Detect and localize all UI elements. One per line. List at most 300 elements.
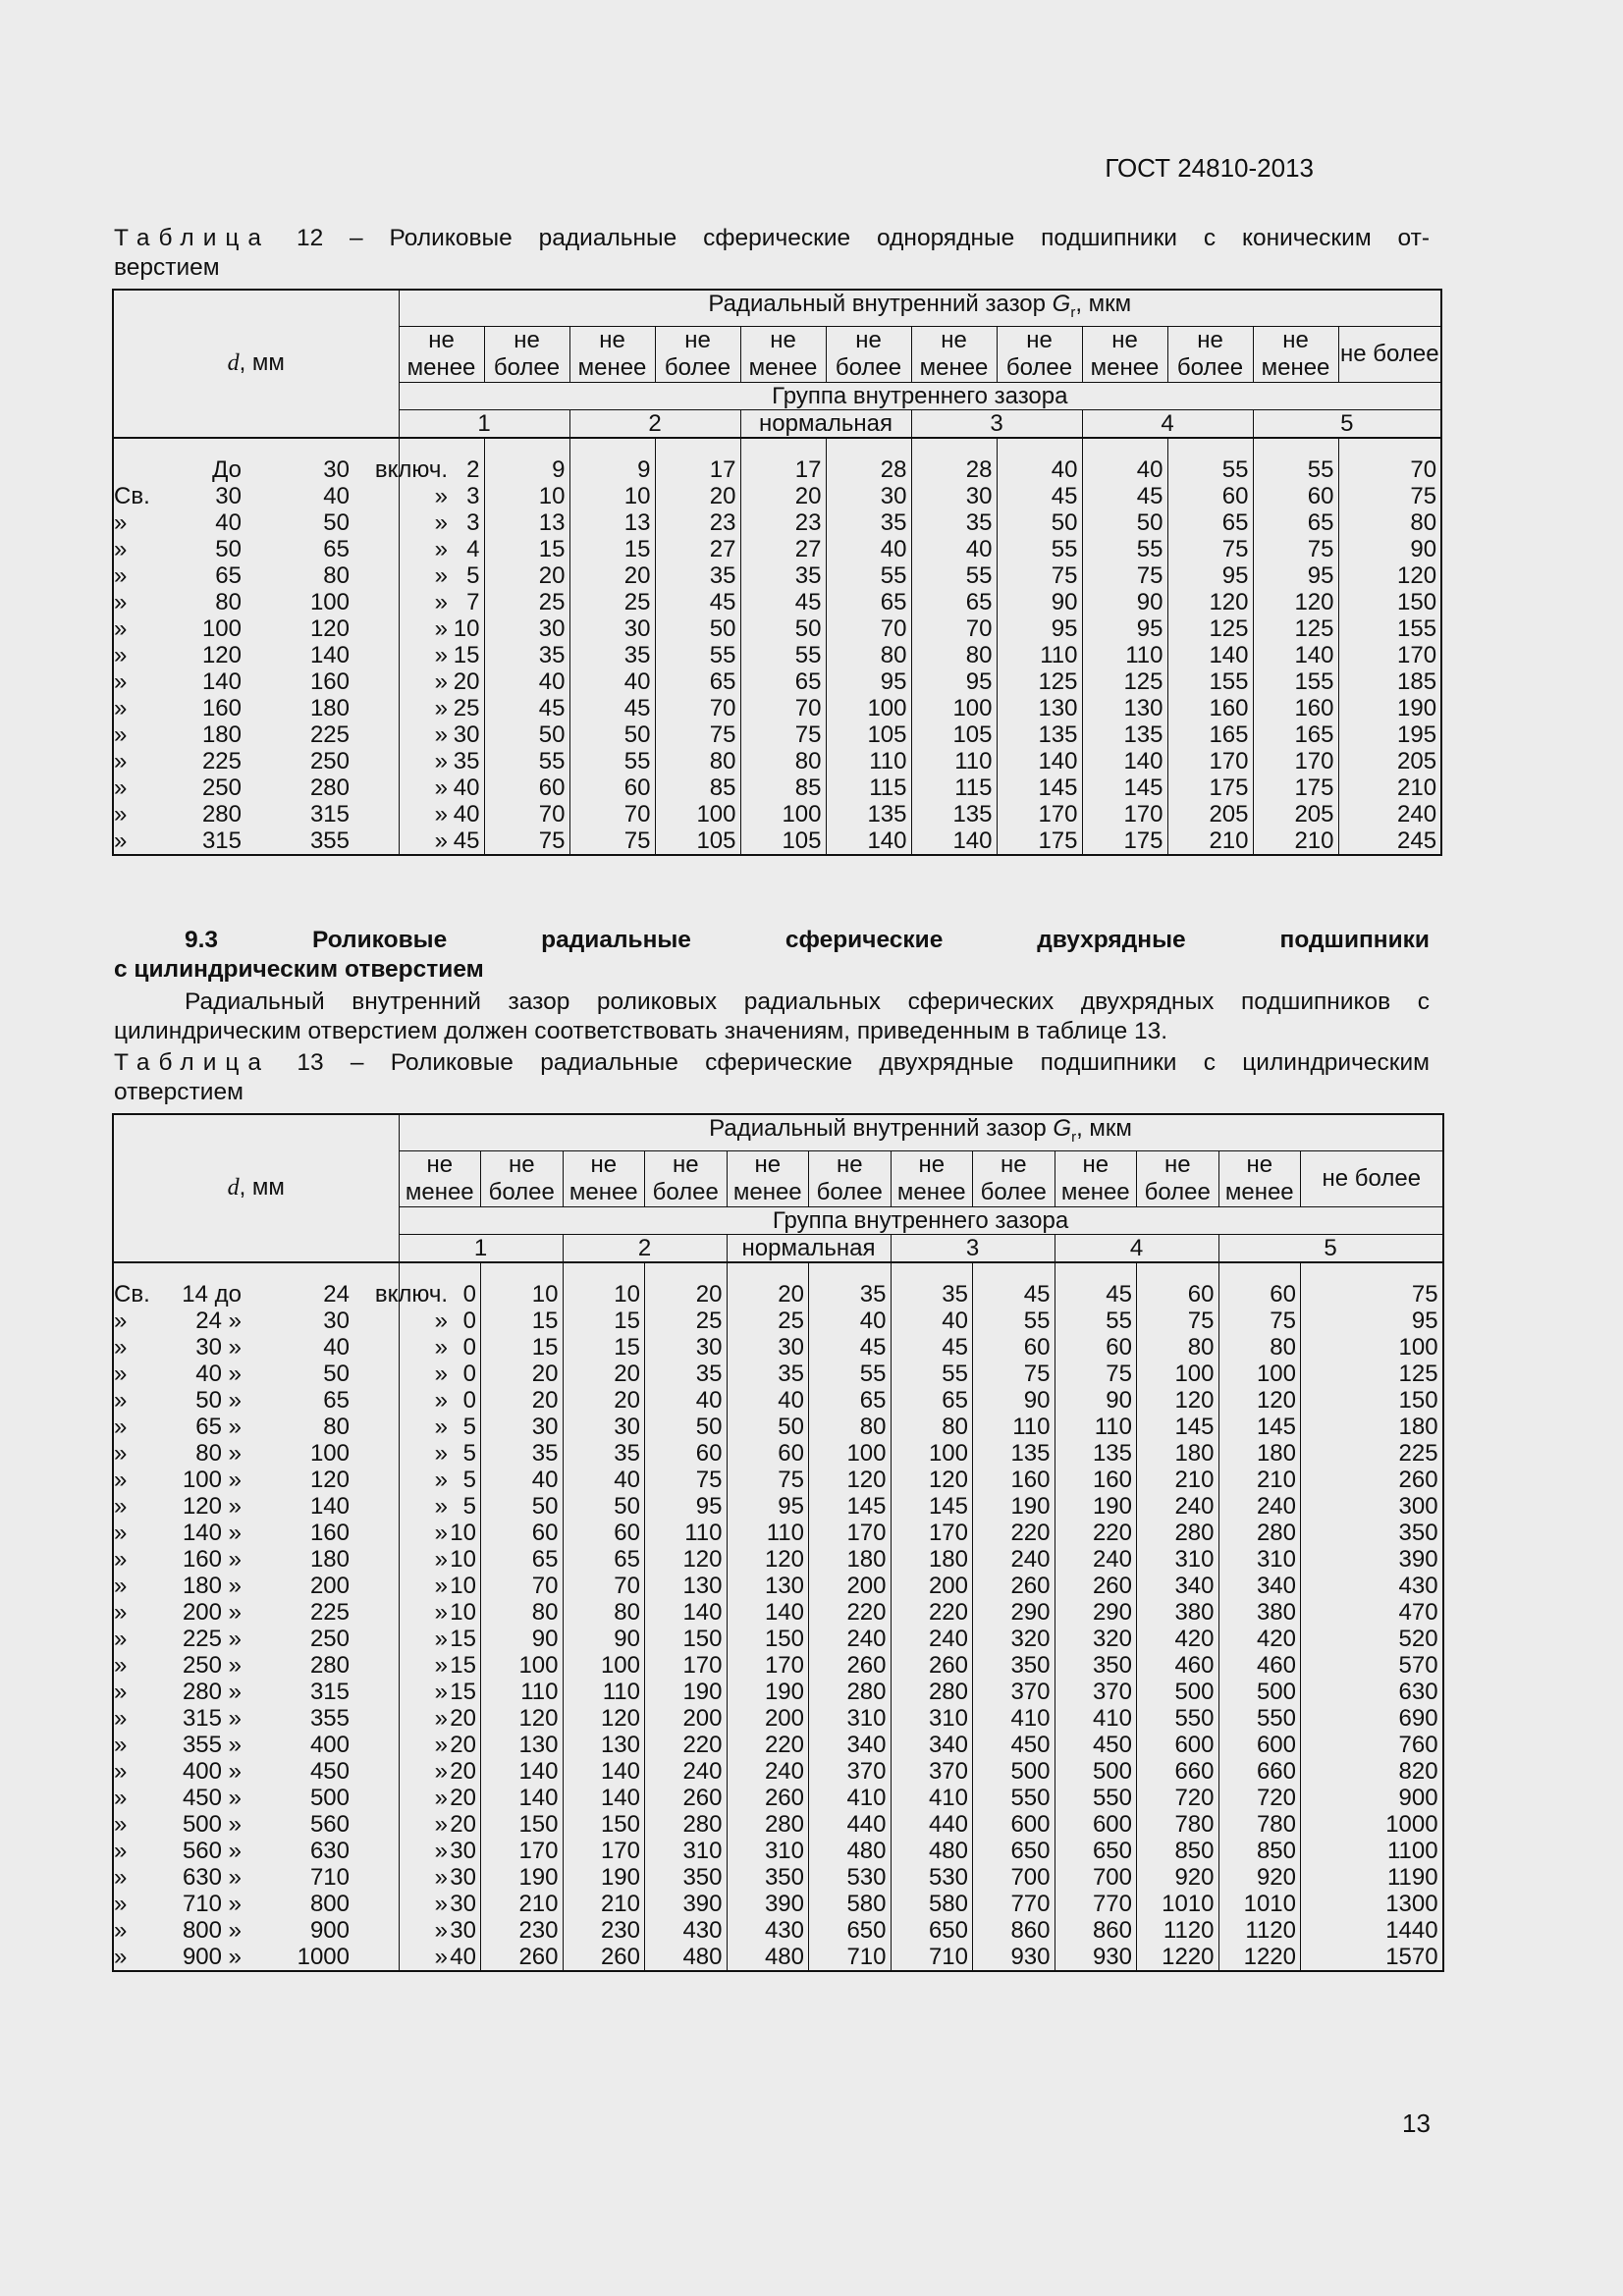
gap-value: 220 <box>809 1599 892 1626</box>
gap-value: 65 <box>1253 509 1338 536</box>
size-pre: » <box>114 1386 128 1414</box>
gap-value: 20 <box>727 1281 809 1308</box>
gap-value: 60 <box>1218 1281 1301 1308</box>
size-pre: » <box>114 1757 128 1785</box>
gap-value: 180 <box>1218 1440 1301 1467</box>
gap-value: 35 <box>655 562 740 589</box>
d-symbol: d <box>227 1175 240 1201</box>
gap-value: 75 <box>645 1467 728 1493</box>
size-to: 800 <box>309 1890 350 1917</box>
gap-value: 95 <box>911 668 997 695</box>
gap-value: 15 <box>484 536 569 562</box>
gap-value: 20 <box>481 1361 564 1387</box>
gap-value: 40 <box>727 1387 809 1414</box>
size-range-cell <box>113 1810 448 1838</box>
gap-value: 245 <box>1338 828 1441 855</box>
gap-value: 410 <box>973 1705 1055 1732</box>
gap-value: 1300 <box>1301 1891 1443 1917</box>
table-row <box>113 801 1441 828</box>
size-from: 100 » <box>182 1466 242 1493</box>
gap-value: 770 <box>1055 1891 1137 1917</box>
gap-value: 45 <box>973 1281 1055 1308</box>
gap-value: 17 <box>740 456 826 483</box>
size-suf: » <box>434 1731 448 1758</box>
gap-value: 40 <box>484 668 569 695</box>
size-suf: » <box>434 1519 448 1546</box>
gap-value: 45 <box>809 1334 892 1361</box>
gap-value: 100 <box>891 1440 973 1467</box>
size-to: 65 <box>323 535 350 562</box>
gap-value: 15 <box>399 1626 481 1652</box>
gap-value: 5 <box>399 1493 481 1520</box>
limit-label: не более <box>973 1150 1055 1206</box>
gap-value: 280 <box>1137 1520 1219 1546</box>
caption-line2: отверстием <box>114 1079 243 1105</box>
gap-value: 60 <box>563 1520 645 1546</box>
gap-value: 350 <box>645 1864 728 1891</box>
gap-value: 520 <box>1301 1626 1443 1652</box>
gap-value: 30 <box>399 1917 481 1944</box>
gap-value: 165 <box>1167 721 1253 748</box>
size-pre: » <box>114 1651 128 1679</box>
table-row <box>113 1891 1443 1917</box>
gap-value: 430 <box>727 1917 809 1944</box>
gap-value: 110 <box>826 748 911 774</box>
size-range-cell <box>113 827 448 855</box>
gap-value: 500 <box>1137 1679 1219 1705</box>
size-range-cell <box>113 588 448 615</box>
gap-value: 170 <box>997 801 1082 828</box>
gap-value: 65 <box>1167 509 1253 536</box>
size-to: 180 <box>309 1545 350 1573</box>
gap-value: 500 <box>973 1758 1055 1785</box>
gap-value: 205 <box>1338 748 1441 774</box>
gap-value: 220 <box>973 1520 1055 1546</box>
gap-value: 220 <box>727 1732 809 1758</box>
gap-value: 20 <box>481 1387 564 1414</box>
gap-value: 40 <box>1082 456 1167 483</box>
gap-value: 135 <box>997 721 1082 748</box>
gap-value: 210 <box>1218 1467 1301 1493</box>
gap-value: 5 <box>399 1414 481 1440</box>
table-row <box>113 1652 1443 1679</box>
size-range-cell <box>113 1545 448 1573</box>
size-pre: » <box>114 1943 128 1970</box>
gap-value: 95 <box>1082 615 1167 642</box>
gap-value: 10 <box>399 1546 481 1573</box>
heading-word: сферические <box>784 927 944 953</box>
size-suf: » <box>434 774 448 801</box>
size-pre: » <box>114 1545 128 1573</box>
gap-value: 30 <box>563 1414 645 1440</box>
size-to: 450 <box>309 1757 350 1785</box>
gap-value: 930 <box>1055 1944 1137 1971</box>
gap-value: 15 <box>481 1334 564 1361</box>
size-pre: » <box>114 561 128 589</box>
size-from: 630 » <box>182 1863 242 1891</box>
table-row <box>113 615 1441 642</box>
limit-label: не более <box>1338 326 1441 382</box>
size-pre: » <box>114 1916 128 1944</box>
gap-value: 170 <box>563 1838 645 1864</box>
gap-value: 140 <box>1253 642 1338 668</box>
size-to: 65 <box>323 1386 350 1414</box>
gap-value: 15 <box>481 1308 564 1334</box>
gap-value: 10 <box>399 615 484 642</box>
gap-value: 50 <box>727 1414 809 1440</box>
gap-value: 155 <box>1167 668 1253 695</box>
table-row <box>113 1467 1443 1493</box>
gap-value: 920 <box>1218 1864 1301 1891</box>
gap-value: 20 <box>399 1758 481 1785</box>
gap-value: 110 <box>973 1414 1055 1440</box>
size-range-cell <box>113 1625 448 1652</box>
size-range-cell <box>113 1890 448 1917</box>
gap-value: 410 <box>809 1785 892 1811</box>
size-pre: » <box>114 1810 128 1838</box>
gap-value: 920 <box>1137 1864 1219 1891</box>
separator-row <box>113 438 1441 456</box>
gap-value: 35 <box>740 562 826 589</box>
gap-value: 350 <box>1055 1652 1137 1679</box>
table-row <box>113 536 1441 562</box>
gap-value: 1010 <box>1137 1891 1219 1917</box>
gap-value: 70 <box>740 695 826 721</box>
gap-value: 420 <box>1218 1626 1301 1652</box>
gap-value: 320 <box>973 1626 1055 1652</box>
size-from: 40 <box>215 508 242 536</box>
size-pre: » <box>114 1333 128 1361</box>
gap-value: 135 <box>911 801 997 828</box>
gap-value: 660 <box>1218 1758 1301 1785</box>
gap-value: 40 <box>809 1308 892 1334</box>
table-13 <box>112 1113 1444 1972</box>
gap-value: 310 <box>645 1838 728 1864</box>
table-row <box>113 828 1441 855</box>
size-pre: » <box>114 1625 128 1652</box>
gap-value: 50 <box>569 721 655 748</box>
limit-label: не менее <box>569 326 655 382</box>
gap-value: 75 <box>1301 1281 1443 1308</box>
size-to: 50 <box>323 508 350 536</box>
gap-value: 90 <box>973 1387 1055 1414</box>
table-row <box>113 1732 1443 1758</box>
table-row <box>113 483 1441 509</box>
radial-gap-header: Радиальный внутренний зазор $G_r$, мкм <box>399 1114 1443 1150</box>
gap-value: 30 <box>826 483 911 509</box>
gap-value: 100 <box>826 695 911 721</box>
gap-value: 220 <box>1055 1520 1137 1546</box>
table-row <box>113 1864 1443 1891</box>
gap-value: 45 <box>891 1334 973 1361</box>
gap-value: 700 <box>973 1864 1055 1891</box>
size-suf: » <box>434 1704 448 1732</box>
gap-value: 140 <box>481 1758 564 1785</box>
gap-value: 95 <box>997 615 1082 642</box>
size-to: 400 <box>309 1731 350 1758</box>
size-suf: » <box>434 1784 448 1811</box>
gap-value: 170 <box>1167 748 1253 774</box>
gap-value: 140 <box>563 1758 645 1785</box>
gap-value: 165 <box>1253 721 1338 748</box>
gap-value: 120 <box>481 1705 564 1732</box>
gap-value: 195 <box>1338 721 1441 748</box>
gap-value: 10 <box>399 1520 481 1546</box>
limit-label: не более <box>645 1150 728 1206</box>
gap-value: 300 <box>1301 1493 1443 1520</box>
gap-value: 630 <box>1301 1679 1443 1705</box>
gap-value: 180 <box>891 1546 973 1573</box>
gap-value: 70 <box>569 801 655 828</box>
gap-value: 95 <box>645 1493 728 1520</box>
gap-value: 65 <box>740 668 826 695</box>
gap-value: 100 <box>809 1440 892 1467</box>
size-to: 40 <box>323 1333 350 1361</box>
size-suf: » <box>434 1678 448 1705</box>
gap-value: 4 <box>399 536 484 562</box>
gap-value: 80 <box>1338 509 1441 536</box>
gap-value: 660 <box>1137 1758 1219 1785</box>
gap-value: 125 <box>997 668 1082 695</box>
gap-value: 340 <box>1137 1573 1219 1599</box>
group-label: нормальная <box>727 1234 891 1262</box>
gap-value: 205 <box>1167 801 1253 828</box>
gap-value: 75 <box>1137 1308 1219 1334</box>
size-range-cell <box>113 1572 448 1599</box>
gap-value: 55 <box>569 748 655 774</box>
size-suf: » <box>434 1492 448 1520</box>
limit-label: не более <box>997 326 1082 382</box>
size-from: 65 » <box>195 1413 242 1440</box>
gap-value: 20 <box>399 1785 481 1811</box>
gap-value: 60 <box>1055 1334 1137 1361</box>
gap-value: 40 <box>997 456 1082 483</box>
gap-value: 80 <box>655 748 740 774</box>
gap-value: 280 <box>645 1811 728 1838</box>
gap-value: 70 <box>826 615 911 642</box>
gap-value: 110 <box>1082 642 1167 668</box>
size-from: 355 » <box>182 1731 242 1758</box>
gap-value: 120 <box>1253 589 1338 615</box>
gap-value: 60 <box>1137 1281 1219 1308</box>
radial-gap-header: Радиальный внутренний зазор $G_r$, мкм <box>399 290 1441 326</box>
size-pre: » <box>114 667 128 695</box>
gap-value: 50 <box>484 721 569 748</box>
gap-value: 130 <box>1082 695 1167 721</box>
gap-value: 60 <box>727 1440 809 1467</box>
gap-value: 30 <box>911 483 997 509</box>
size-from: 280 <box>201 800 242 828</box>
gap-value: 75 <box>655 721 740 748</box>
gap-value: 45 <box>1055 1281 1137 1308</box>
size-pre: » <box>114 694 128 721</box>
gap-value: 0 <box>399 1308 481 1334</box>
gap-value: 35 <box>826 509 911 536</box>
gap-value: 75 <box>1082 562 1167 589</box>
gap-value: 130 <box>481 1732 564 1758</box>
table13-caption <box>114 1048 1430 1107</box>
size-from: 40 » <box>195 1360 242 1387</box>
gap-value: 150 <box>727 1626 809 1652</box>
gap-value: 60 <box>481 1520 564 1546</box>
size-suf: » <box>434 721 448 748</box>
caption-label: Таблица <box>114 225 271 251</box>
size-suf: » <box>434 561 448 589</box>
table-row <box>113 721 1441 748</box>
paragraph-line1: Радиальный внутренний зазор роликовых радиальных сферических двухрядных подшипников с <box>185 988 1430 1015</box>
size-to: 80 <box>323 561 350 589</box>
size-pre: » <box>114 1731 128 1758</box>
gap-value: 240 <box>809 1626 892 1652</box>
size-from: 560 » <box>182 1837 242 1864</box>
gap-value: 35 <box>484 642 569 668</box>
gap-value: 690 <box>1301 1705 1443 1732</box>
gap-value: 45 <box>484 695 569 721</box>
gap-value: 100 <box>481 1652 564 1679</box>
size-range-cell <box>113 614 448 642</box>
gap-value: 65 <box>563 1546 645 1573</box>
gap-value: 110 <box>645 1520 728 1546</box>
gap-value: 820 <box>1301 1758 1443 1785</box>
gap-value: 70 <box>484 801 569 828</box>
gap-value: 650 <box>1055 1838 1137 1864</box>
gap-value: 27 <box>740 536 826 562</box>
group-label: 1 <box>399 409 569 438</box>
size-suf: » <box>434 614 448 642</box>
gap-value: 650 <box>809 1917 892 1944</box>
gap-value: 180 <box>1301 1414 1443 1440</box>
size-to: 225 <box>309 721 350 748</box>
gap-value: 40 <box>399 1944 481 1971</box>
gap-value: 90 <box>1338 536 1441 562</box>
gap-value: 45 <box>1082 483 1167 509</box>
gap-value: 220 <box>891 1599 973 1626</box>
size-pre: » <box>114 641 128 668</box>
gap-value: 180 <box>809 1546 892 1573</box>
gap-value: 600 <box>1137 1732 1219 1758</box>
table-row <box>113 1440 1443 1467</box>
gap-value: 210 <box>481 1891 564 1917</box>
gap-value: 140 <box>1167 642 1253 668</box>
table-row <box>113 642 1441 668</box>
size-range-cell <box>113 721 448 748</box>
size-suf: » <box>434 1439 448 1467</box>
size-from: 80 » <box>195 1439 242 1467</box>
gap-value: 190 <box>973 1493 1055 1520</box>
d-symbol: d <box>227 350 240 377</box>
gap-value: 25 <box>645 1308 728 1334</box>
gap-value: 0 <box>399 1281 481 1308</box>
gap-value: 120 <box>891 1467 973 1493</box>
gap-value: 20 <box>655 483 740 509</box>
gap-value: 75 <box>569 828 655 855</box>
gap-value: 120 <box>809 1467 892 1493</box>
table-row <box>113 1626 1443 1652</box>
gap-value: 850 <box>1218 1838 1301 1864</box>
size-range-cell <box>113 1492 448 1520</box>
gap-value: 90 <box>1055 1387 1137 1414</box>
size-range-cell <box>113 1360 448 1387</box>
gap-value: 105 <box>826 721 911 748</box>
table-row <box>113 1281 1443 1308</box>
gap-value: 1220 <box>1218 1944 1301 1971</box>
gap-value: 900 <box>1301 1785 1443 1811</box>
size-pre: » <box>114 1360 128 1387</box>
caption-line2: верстием <box>114 254 220 281</box>
gap-value: 5 <box>399 562 484 589</box>
gap-value: 95 <box>826 668 911 695</box>
gap-value: 40 <box>563 1467 645 1493</box>
gap-value: 370 <box>973 1679 1055 1705</box>
table-row <box>113 774 1441 801</box>
gap-value: 260 <box>563 1944 645 1971</box>
gap-value: 65 <box>911 589 997 615</box>
limit-label: не более <box>481 1150 564 1206</box>
size-suf: » <box>434 482 448 509</box>
gap-value: 160 <box>1167 695 1253 721</box>
limit-label: не менее <box>727 1150 809 1206</box>
size-range-cell <box>113 1651 448 1679</box>
size-from: 225 <box>201 747 242 774</box>
gap-value: 20 <box>563 1387 645 1414</box>
gap-value: 185 <box>1338 668 1441 695</box>
gap-value: 140 <box>911 828 997 855</box>
gap-value: 370 <box>1055 1679 1137 1705</box>
size-pre: » <box>114 1890 128 1917</box>
size-range-cell <box>113 694 448 721</box>
gap-value: 460 <box>1218 1652 1301 1679</box>
gap-value: 95 <box>1253 562 1338 589</box>
gap-value: 320 <box>1055 1626 1137 1652</box>
size-from: 14 до <box>182 1280 242 1308</box>
size-suf: » <box>434 1307 448 1334</box>
table-row <box>113 1493 1443 1520</box>
gap-value: 130 <box>997 695 1082 721</box>
size-to: 180 <box>309 694 350 721</box>
gap-value: 720 <box>1137 1785 1219 1811</box>
size-pre: Св. <box>114 482 150 509</box>
size-to: 160 <box>309 667 350 695</box>
gap-value: 55 <box>891 1361 973 1387</box>
gap-value: 0 <box>399 1387 481 1414</box>
size-suf: » <box>434 1413 448 1440</box>
gap-value: 550 <box>1055 1785 1137 1811</box>
table-row <box>113 1599 1443 1626</box>
gap-value: 570 <box>1301 1652 1443 1679</box>
gap-value: 30 <box>399 1864 481 1891</box>
gap-value: 125 <box>1253 615 1338 642</box>
gap-value: 75 <box>1167 536 1253 562</box>
gap-value: 140 <box>563 1785 645 1811</box>
gap-value: 290 <box>1055 1599 1137 1626</box>
gap-value: 280 <box>727 1811 809 1838</box>
size-pre: » <box>114 508 128 536</box>
section-paragraph <box>114 988 1430 1046</box>
size-range-cell <box>113 1863 448 1891</box>
size-from: 50 » <box>195 1386 242 1414</box>
size-to: 30 <box>323 1307 350 1334</box>
heading-word: 9.3 <box>185 927 219 953</box>
gap-value: 530 <box>809 1864 892 1891</box>
size-range-cell <box>113 1943 448 1971</box>
caption-text: 13 – Роликовые радиальные сферические двухрядные подшипники с цилиндрическим <box>297 1049 1430 1076</box>
gap-value: 10 <box>484 483 569 509</box>
gap-value: 110 <box>1055 1414 1137 1440</box>
gap-value: 170 <box>727 1652 809 1679</box>
gap-value: 100 <box>1218 1361 1301 1387</box>
gap-value: 200 <box>809 1573 892 1599</box>
limit-label: не менее <box>399 1150 481 1206</box>
